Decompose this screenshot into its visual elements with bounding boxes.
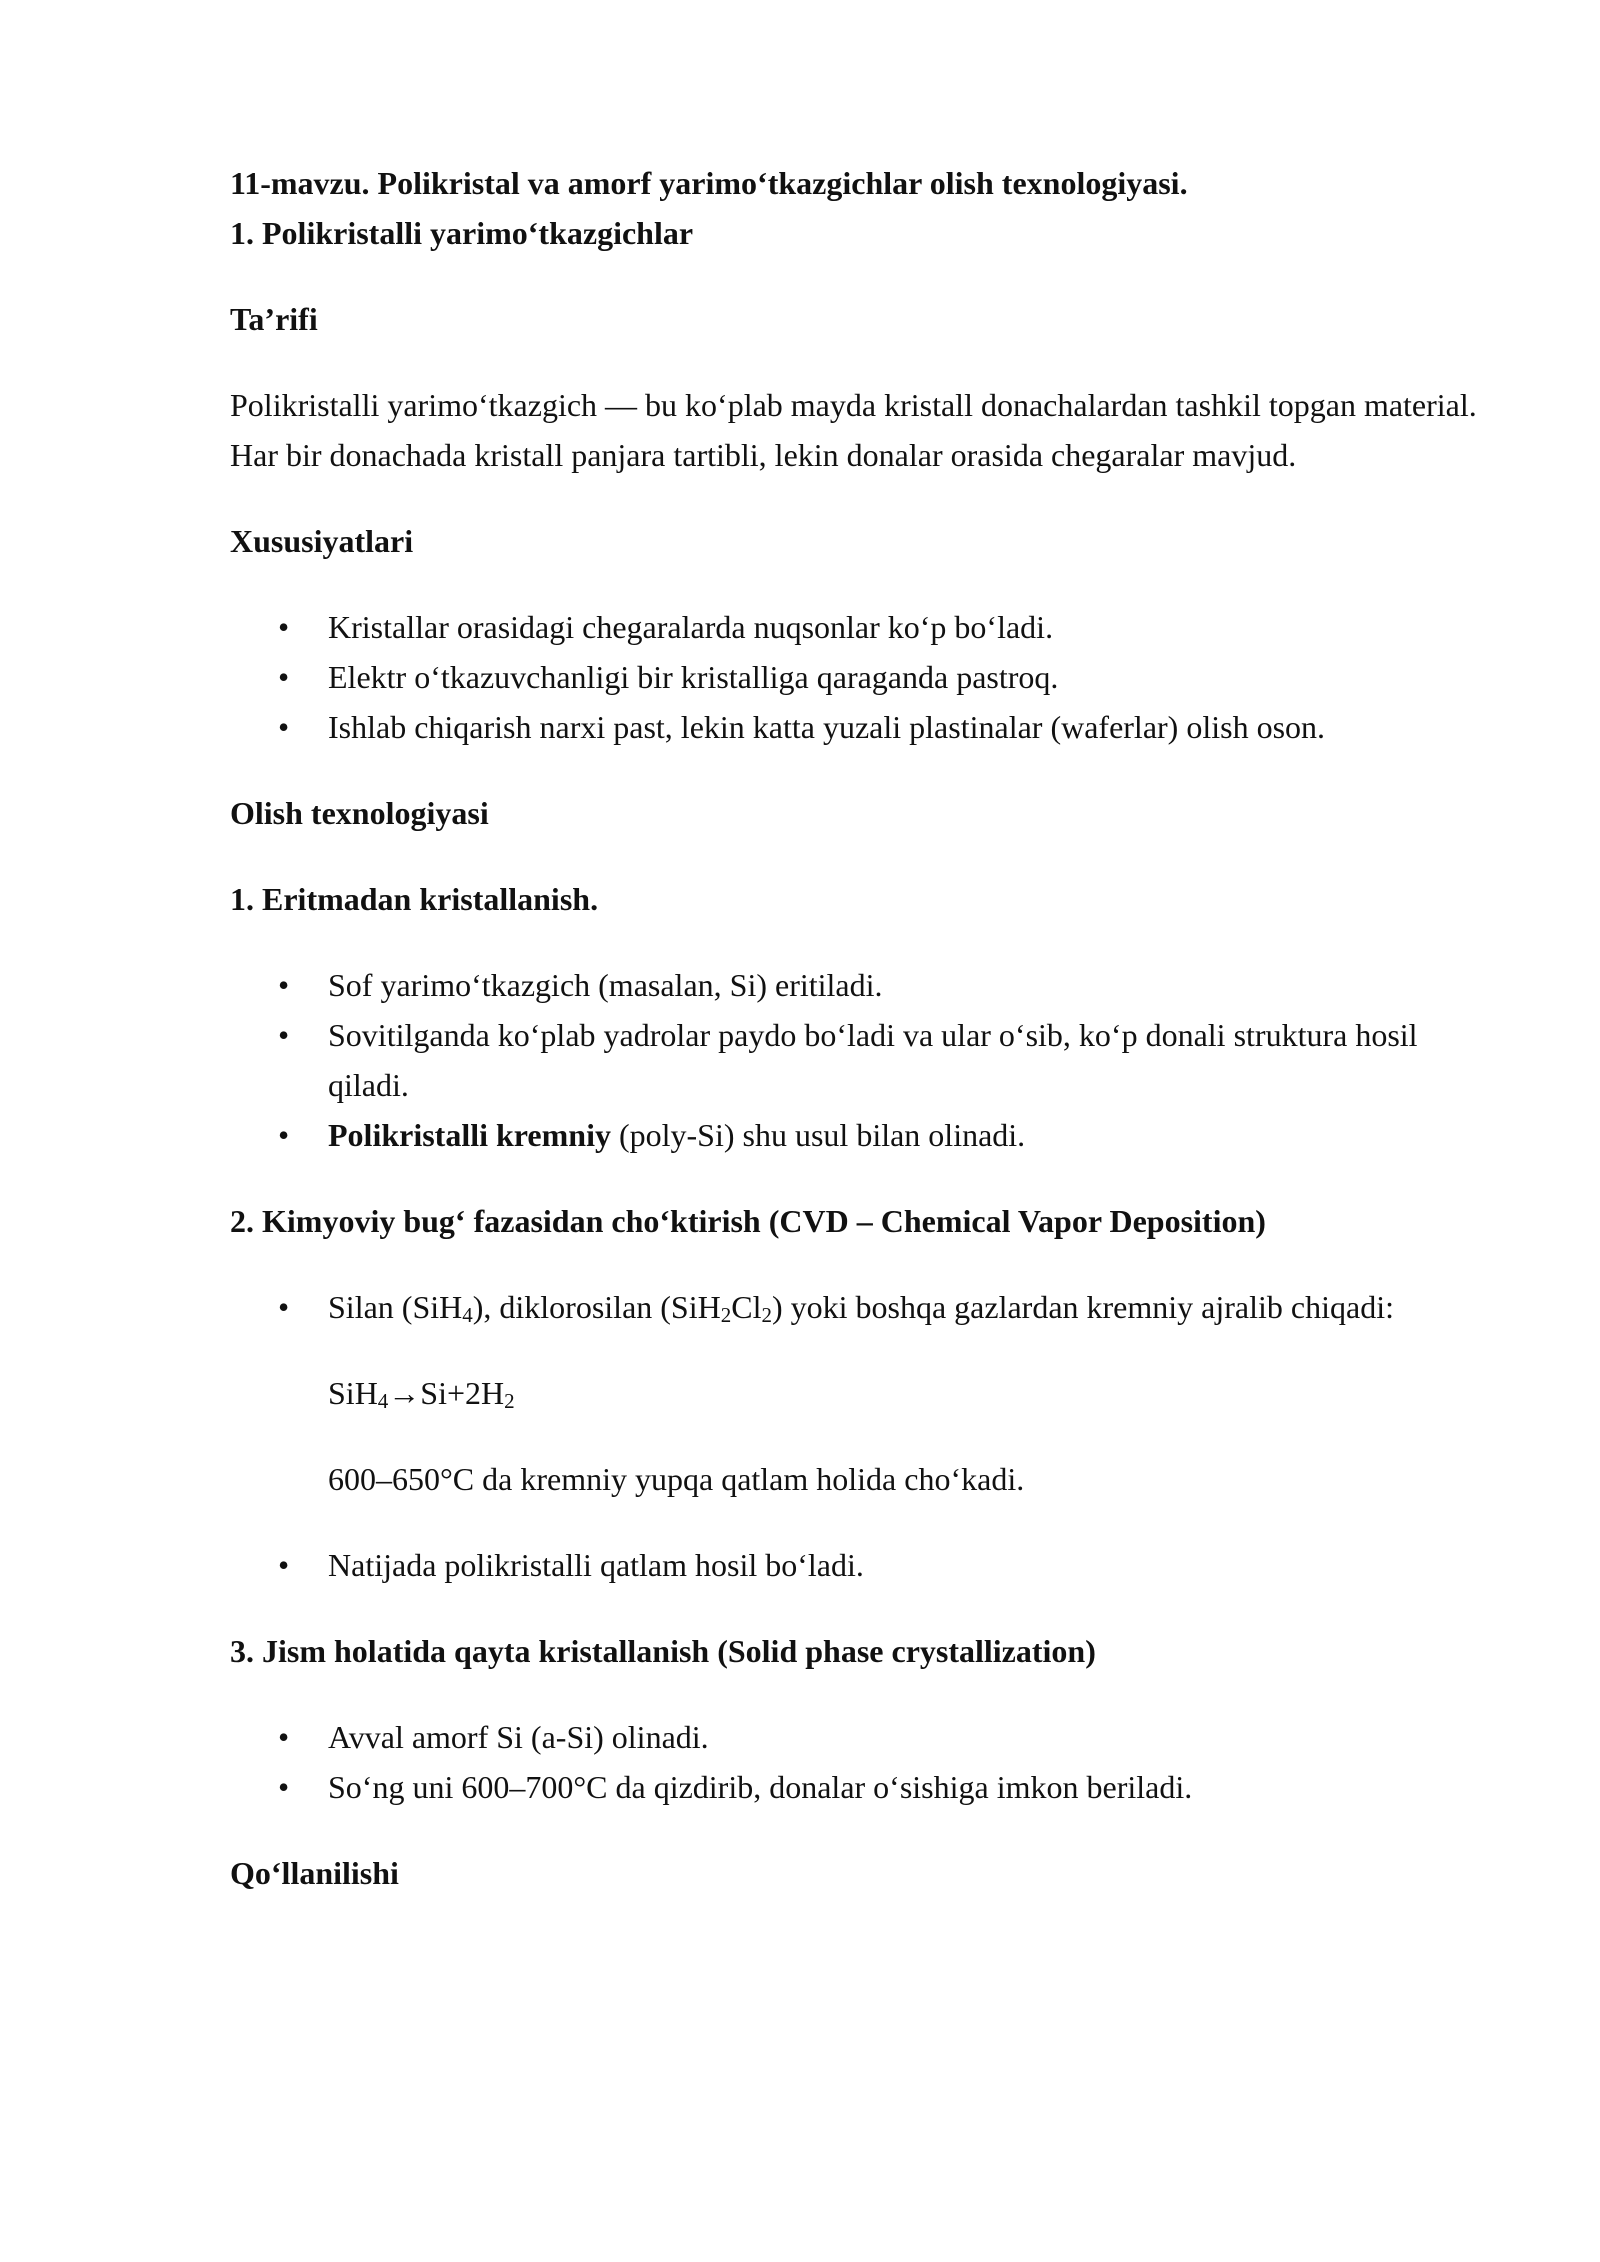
list-item: • Avval amorf Si (a-Si) olinadi. [328,1712,1480,1762]
subscript: 2 [504,1389,515,1413]
definition-text: Polikristalli yarimo‘tkazgich — bu ko‘plab mayda kristall donachalardan tashkil topgan material. Har bir donachada kristall panjara tartibli, lekin donalar orasida chegaralar mavjud. [230,387,1477,473]
reaction-formula [328,1368,1480,1418]
list-item [328,1282,1480,1504]
subscript: 4 [377,1389,389,1413]
list-item: • Sof yarimo‘tkazgich (masalan, Si) eritiladi. [328,960,1480,1010]
properties-heading: Xususiyatlari [230,523,414,559]
list-item: • Kristallar orasidagi chegaralarda nuqsonlar ko‘p bo‘ladi. [328,602,1480,652]
text-fragment: ), diklorosilan (SiH [472,1289,721,1325]
document-page [230,158,1480,1898]
text-fragment: →Si+2H [388,1375,505,1411]
text-fragment: Silan (SiH [328,1289,463,1325]
list-item: • Ishlab chiqarish narxi past, lekin katta yuzali plastinalar (waferlar) olish oson. [328,702,1480,752]
method1-heading: 1. Eritmadan kristallanish. [230,881,599,917]
definition-heading: Ta’rifi [230,301,318,337]
method2-list-continued [230,1540,1480,1590]
list-item: • Sovitilganda ko‘plab yadrolar paydo bo‘ladi va ular o‘sib, ko‘p donali struktura hosil qiladi. [328,1010,1480,1110]
subscript: 2 [720,1303,732,1327]
bold-term: Polikristalli kremniy [328,1117,611,1153]
subscript: 4 [462,1303,473,1327]
list-item [328,1110,1480,1160]
silane-line [328,1282,1480,1332]
list-item: • Elektr o‘tkazuvchanligi bir kristalliga qaraganda pastroq. [328,652,1480,702]
section-title: 1. Polikristalli yarimo‘tkazgichlar [230,215,694,251]
temperature-note: 600–650°C da kremniy yupqa qatlam holida cho‘kadi. [328,1461,1025,1497]
text-fragment: ) yoki boshqa gazlardan kremniy ajralib chiqadi: [771,1289,1394,1325]
item-text: (poly-Si) shu usul bilan olinadi. [610,1117,1026,1153]
method2-heading: 2. Kimyoviy bug‘ fazasidan cho‘ktirish (CVD – Chemical Vapor Deposition) [230,1203,1266,1239]
text-fragment: SiH [328,1375,378,1411]
applications-heading: Qo‘llanilishi [230,1855,399,1891]
list-item: • Natijada polikristalli qatlam hosil bo‘ladi. [328,1540,1480,1590]
subscript: 2 [761,1303,772,1327]
document-title: 11-mavzu. Polikristal va amorf yarimo‘tkazgichlar olish texnologiyasi. [230,165,1188,201]
properties-list [230,602,1480,752]
method2-list [230,1282,1480,1504]
list-item: • So‘ng uni 600–700°C da qizdirib, donalar o‘sishiga imkon beriladi. [328,1762,1480,1812]
method1-list [230,960,1480,1160]
method3-list [230,1712,1480,1812]
method3-heading: 3. Jism holatida qayta kristallanish (Solid phase crystallization) [230,1633,1096,1669]
technology-heading: Olish texnologiyasi [230,795,489,831]
text-fragment: Cl [731,1289,762,1325]
